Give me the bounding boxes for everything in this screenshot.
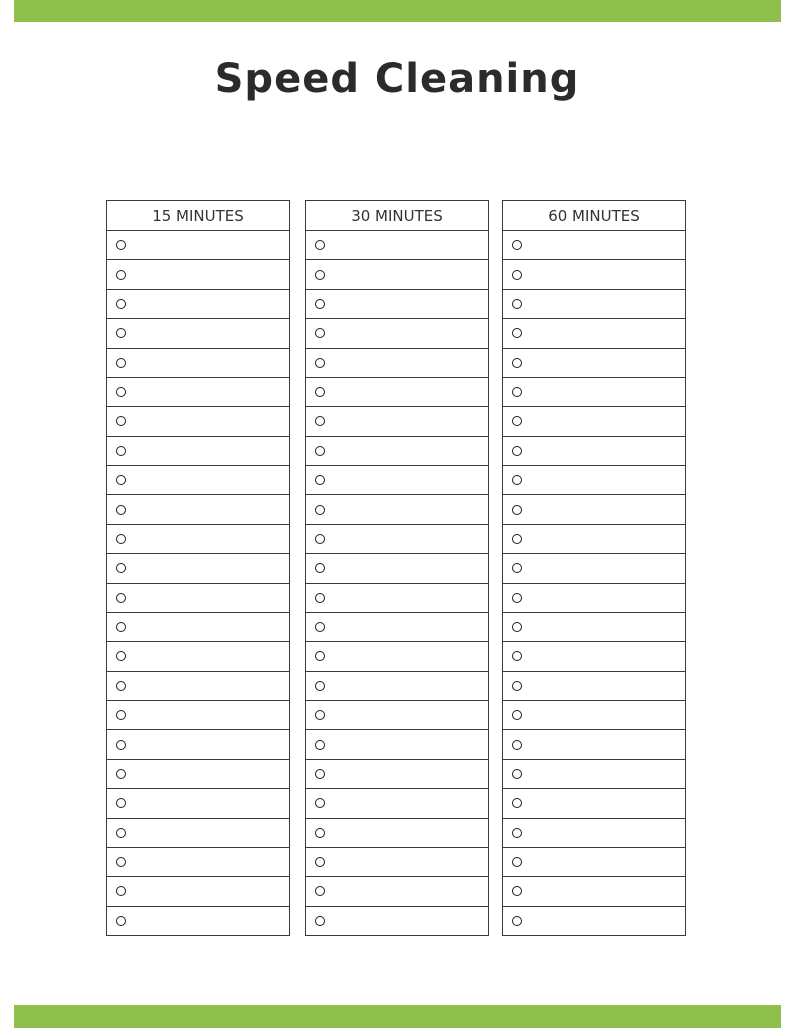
circle-checkbox-icon[interactable] bbox=[315, 798, 325, 808]
circle-checkbox-icon[interactable] bbox=[315, 505, 325, 515]
checklist-row[interactable] bbox=[306, 672, 488, 701]
checklist-row[interactable] bbox=[107, 584, 289, 613]
circle-checkbox-icon[interactable] bbox=[315, 622, 325, 632]
column-60-minutes bbox=[502, 200, 686, 936]
checklist-row[interactable] bbox=[306, 554, 488, 583]
top-accent-band bbox=[14, 0, 781, 22]
circle-checkbox-icon[interactable] bbox=[315, 857, 325, 867]
checklist-row[interactable] bbox=[306, 730, 488, 759]
circle-checkbox-icon[interactable] bbox=[512, 446, 522, 456]
circle-checkbox-icon[interactable] bbox=[116, 798, 126, 808]
circle-checkbox-icon[interactable] bbox=[512, 798, 522, 808]
checklist-row[interactable] bbox=[503, 290, 685, 319]
circle-checkbox-icon[interactable] bbox=[512, 358, 522, 368]
checklist-row[interactable] bbox=[107, 760, 289, 789]
checklist-row[interactable] bbox=[503, 613, 685, 642]
circle-checkbox-icon[interactable] bbox=[116, 886, 126, 896]
checklist-row[interactable] bbox=[107, 789, 289, 818]
checklist-row[interactable] bbox=[503, 319, 685, 348]
circle-checkbox-icon[interactable] bbox=[512, 270, 522, 280]
checklist-row[interactable] bbox=[503, 378, 685, 407]
checklist-row[interactable] bbox=[306, 848, 488, 877]
circle-checkbox-icon[interactable] bbox=[512, 505, 522, 515]
circle-checkbox-icon[interactable] bbox=[512, 857, 522, 867]
checklist-row[interactable] bbox=[306, 642, 488, 671]
circle-checkbox-icon[interactable] bbox=[512, 475, 522, 485]
circle-checkbox-icon[interactable] bbox=[512, 916, 522, 926]
checklist-row[interactable] bbox=[306, 701, 488, 730]
circle-checkbox-icon[interactable] bbox=[512, 416, 522, 426]
checklist-row[interactable] bbox=[306, 437, 488, 466]
circle-checkbox-icon[interactable] bbox=[512, 828, 522, 838]
checklist-row[interactable] bbox=[306, 378, 488, 407]
checklist-row[interactable] bbox=[306, 495, 488, 524]
circle-checkbox-icon[interactable] bbox=[315, 681, 325, 691]
circle-checkbox-icon[interactable] bbox=[116, 299, 126, 309]
checklist-row[interactable] bbox=[107, 290, 289, 319]
checklist-row[interactable] bbox=[306, 819, 488, 848]
circle-checkbox-icon[interactable] bbox=[116, 593, 126, 603]
circle-checkbox-icon[interactable] bbox=[315, 710, 325, 720]
checklist-row[interactable] bbox=[107, 730, 289, 759]
circle-checkbox-icon[interactable] bbox=[512, 622, 522, 632]
checklist-row[interactable] bbox=[107, 672, 289, 701]
circle-checkbox-icon[interactable] bbox=[512, 886, 522, 896]
circle-checkbox-icon[interactable] bbox=[116, 916, 126, 926]
circle-checkbox-icon[interactable] bbox=[116, 857, 126, 867]
checklist-row[interactable] bbox=[503, 760, 685, 789]
circle-checkbox-icon[interactable] bbox=[315, 828, 325, 838]
circle-checkbox-icon[interactable] bbox=[116, 446, 126, 456]
checklist-row[interactable] bbox=[503, 730, 685, 759]
circle-checkbox-icon[interactable] bbox=[315, 740, 325, 750]
circle-checkbox-icon[interactable] bbox=[315, 593, 325, 603]
checklist-row[interactable] bbox=[306, 466, 488, 495]
circle-checkbox-icon[interactable] bbox=[116, 475, 126, 485]
checklist-row[interactable] bbox=[503, 349, 685, 378]
checklist-row[interactable] bbox=[107, 378, 289, 407]
circle-checkbox-icon[interactable] bbox=[315, 270, 325, 280]
checklist-row[interactable] bbox=[503, 877, 685, 906]
circle-checkbox-icon[interactable] bbox=[116, 534, 126, 544]
checklist-row[interactable] bbox=[107, 407, 289, 436]
circle-checkbox-icon[interactable] bbox=[512, 563, 522, 573]
checklist-row[interactable] bbox=[107, 231, 289, 260]
checklist-row[interactable] bbox=[306, 407, 488, 436]
checklist-row[interactable] bbox=[107, 525, 289, 554]
circle-checkbox-icon[interactable] bbox=[315, 475, 325, 485]
circle-checkbox-icon[interactable] bbox=[512, 328, 522, 338]
checklist-row[interactable] bbox=[503, 584, 685, 613]
checklist-rows bbox=[306, 231, 488, 935]
circle-checkbox-icon[interactable] bbox=[116, 828, 126, 838]
checklist-row[interactable] bbox=[503, 231, 685, 260]
circle-checkbox-icon[interactable] bbox=[116, 651, 126, 661]
checklist-row[interactable] bbox=[107, 613, 289, 642]
circle-checkbox-icon[interactable] bbox=[315, 651, 325, 661]
circle-checkbox-icon[interactable] bbox=[315, 416, 325, 426]
circle-checkbox-icon[interactable] bbox=[315, 387, 325, 397]
checklist-row[interactable] bbox=[107, 701, 289, 730]
circle-checkbox-icon[interactable] bbox=[116, 328, 126, 338]
checklist-row[interactable] bbox=[306, 349, 488, 378]
circle-checkbox-icon[interactable] bbox=[116, 681, 126, 691]
checklist-row[interactable] bbox=[306, 907, 488, 935]
checklist-row[interactable] bbox=[107, 495, 289, 524]
checklist-row[interactable] bbox=[503, 907, 685, 935]
checklist-row[interactable] bbox=[107, 349, 289, 378]
column-header: 15 MINUTES bbox=[107, 201, 289, 231]
checklist-row[interactable] bbox=[503, 642, 685, 671]
circle-checkbox-icon[interactable] bbox=[315, 358, 325, 368]
checklist-row[interactable] bbox=[306, 584, 488, 613]
checklist-row[interactable] bbox=[503, 701, 685, 730]
circle-checkbox-icon[interactable] bbox=[116, 505, 126, 515]
checklist-row[interactable] bbox=[107, 554, 289, 583]
checklist-row[interactable] bbox=[503, 819, 685, 848]
circle-checkbox-icon[interactable] bbox=[116, 358, 126, 368]
circle-checkbox-icon[interactable] bbox=[116, 740, 126, 750]
checklist-row[interactable] bbox=[503, 437, 685, 466]
circle-checkbox-icon[interactable] bbox=[116, 622, 126, 632]
checklist-row[interactable] bbox=[107, 319, 289, 348]
checklist-row[interactable] bbox=[503, 495, 685, 524]
checklist-row[interactable] bbox=[503, 260, 685, 289]
circle-checkbox-icon[interactable] bbox=[315, 534, 325, 544]
circle-checkbox-icon[interactable] bbox=[512, 387, 522, 397]
circle-checkbox-icon[interactable] bbox=[512, 299, 522, 309]
circle-checkbox-icon[interactable] bbox=[512, 651, 522, 661]
checklist-row[interactable] bbox=[306, 231, 488, 260]
checklist-rows bbox=[107, 231, 289, 935]
checklist-rows bbox=[503, 231, 685, 935]
circle-checkbox-icon[interactable] bbox=[116, 270, 126, 280]
checklist-row[interactable] bbox=[306, 260, 488, 289]
circle-checkbox-icon[interactable] bbox=[315, 446, 325, 456]
checklist-row[interactable] bbox=[107, 819, 289, 848]
circle-checkbox-icon[interactable] bbox=[116, 710, 126, 720]
column-15-minutes bbox=[106, 200, 290, 936]
circle-checkbox-icon[interactable] bbox=[116, 240, 126, 250]
bottom-accent-band bbox=[14, 1005, 781, 1028]
circle-checkbox-icon[interactable] bbox=[512, 534, 522, 544]
checklist-row[interactable] bbox=[306, 877, 488, 906]
checklist-row[interactable] bbox=[107, 466, 289, 495]
circle-checkbox-icon[interactable] bbox=[116, 387, 126, 397]
circle-checkbox-icon[interactable] bbox=[315, 916, 325, 926]
circle-checkbox-icon[interactable] bbox=[512, 769, 522, 779]
circle-checkbox-icon[interactable] bbox=[116, 563, 126, 573]
checklist-row[interactable] bbox=[503, 672, 685, 701]
circle-checkbox-icon[interactable] bbox=[512, 710, 522, 720]
column-30-minutes bbox=[305, 200, 489, 936]
checklist-row[interactable] bbox=[107, 437, 289, 466]
checklist-row[interactable] bbox=[107, 907, 289, 935]
circle-checkbox-icon[interactable] bbox=[315, 328, 325, 338]
checklist-row[interactable] bbox=[503, 525, 685, 554]
checklist-row[interactable] bbox=[503, 554, 685, 583]
circle-checkbox-icon[interactable] bbox=[315, 299, 325, 309]
page-title: Speed Cleaning bbox=[214, 56, 580, 102]
circle-checkbox-icon[interactable] bbox=[315, 886, 325, 896]
checklist-row[interactable] bbox=[306, 613, 488, 642]
circle-checkbox-icon[interactable] bbox=[315, 563, 325, 573]
circle-checkbox-icon[interactable] bbox=[116, 769, 126, 779]
checklist-row[interactable] bbox=[503, 407, 685, 436]
circle-checkbox-icon[interactable] bbox=[315, 240, 325, 250]
column-header: 60 MINUTES bbox=[503, 201, 685, 231]
checklist-row[interactable] bbox=[306, 525, 488, 554]
circle-checkbox-icon[interactable] bbox=[512, 681, 522, 691]
circle-checkbox-icon[interactable] bbox=[512, 593, 522, 603]
checklist-row[interactable] bbox=[107, 260, 289, 289]
circle-checkbox-icon[interactable] bbox=[116, 416, 126, 426]
checklist-row[interactable] bbox=[107, 877, 289, 906]
checklist-row[interactable] bbox=[306, 319, 488, 348]
checklist-row[interactable] bbox=[107, 848, 289, 877]
checklist-row[interactable] bbox=[107, 642, 289, 671]
checklist-row[interactable] bbox=[306, 789, 488, 818]
checklist-row[interactable] bbox=[503, 789, 685, 818]
checklist-row[interactable] bbox=[503, 848, 685, 877]
circle-checkbox-icon[interactable] bbox=[512, 740, 522, 750]
column-header: 30 MINUTES bbox=[306, 201, 488, 231]
circle-checkbox-icon[interactable] bbox=[512, 240, 522, 250]
checklist-row[interactable] bbox=[306, 760, 488, 789]
circle-checkbox-icon[interactable] bbox=[315, 769, 325, 779]
checklist-row[interactable] bbox=[503, 466, 685, 495]
checklist-row[interactable] bbox=[306, 290, 488, 319]
